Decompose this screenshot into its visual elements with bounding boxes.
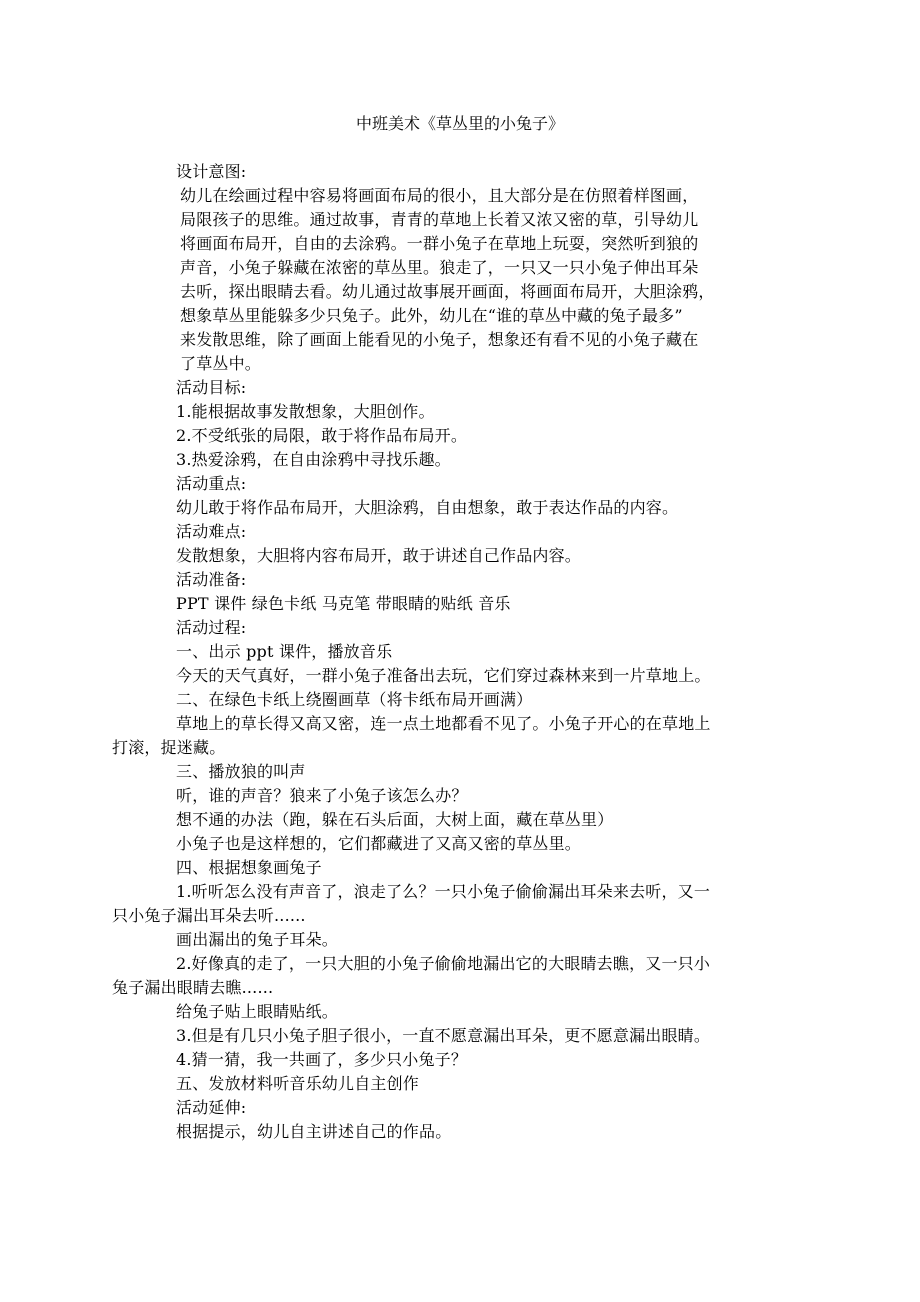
process-line: 听，谁的声音？狼来了小兔子该怎么办？ [176,786,468,805]
focus-text: 幼儿敢于将作品布局开，大胆涂鸦，自由想象，敢于表达作品的内容。 [176,498,679,517]
process-line: 4.猜一猜，我一共画了，多少只小兔子？ [176,1050,468,1069]
process-line: 兔子漏出眼睛去瞧...... [112,978,274,997]
design-intent-line: 想象草丛里能躲多少只兔子。此外，幼儿在“谁的草丛中藏的兔子最多” [180,306,683,325]
process-line: 一、出示 ppt 课件，播放音乐 [176,642,393,661]
section-heading-process: 活动过程: [176,618,247,637]
section-heading-design: 设计意图: [176,162,247,181]
process-line: 三、播放狼的叫声 [176,762,306,781]
process-line: 小兔子也是这样想的，它们都藏进了又高又密的草丛里。 [176,834,582,853]
section-heading-goals: 活动目标: [176,378,247,397]
process-line: 草地上的草长得又高又密，连一点土地都看不见了。小兔子开心的在草地上 [176,714,711,733]
goal-item: 3.热爱涂鸦，在自由涂鸦中寻找乐趣。 [176,450,451,469]
extension-text: 根据提示，幼儿自主讲述自己的作品。 [176,1122,452,1141]
process-line: 画出漏出的兔子耳朵。 [176,930,339,949]
process-line: 给兔子贴上眼睛贴纸。 [176,1002,339,1021]
design-intent-line: 来发散思维，除了画面上能看见的小兔子，想象还有看不见的小兔子藏在 [180,330,699,349]
design-intent-line: 了草丛中。 [180,354,262,373]
process-line: 打滚，捉迷藏。 [112,738,226,757]
prep-text: PPT 课件 绿色卡纸 马克笔 带眼睛的贴纸 音乐 [176,594,511,613]
section-heading-prep: 活动准备: [176,570,247,589]
process-line: 想不通的办法（跑，躲在石头后面，大树上面，藏在草丛里） [176,810,614,829]
process-line: 2.好像真的走了，一只大胆的小兔子偷偷地漏出它的大眼睛去瞧，又一只小 [176,954,711,973]
design-intent-line: 声音，小兔子躲藏在浓密的草丛里。狼走了，一只又一只小兔子伸出耳朵 [180,258,699,277]
process-line: 只小兔子漏出耳朵去听...... [112,906,306,925]
design-intent-line: 将画面布局开，自由的去涂鸦。一群小兔子在草地上玩耍，突然听到狼的 [180,234,699,253]
section-heading-focus: 活动重点: [176,474,247,493]
process-line: 四、根据想象画兔子 [176,858,322,877]
design-intent-line: 局限孩子的思维。通过故事，青青的草地上长着又浓又密的草，引导幼儿 [180,210,699,229]
design-intent-line: 幼儿在绘画过程中容易将画面布局的很小，且大部分是在仿照着样图画， [180,186,699,205]
process-line: 1.听听怎么没有声音了，浪走了么？一只小兔子偷偷漏出耳朵来去听，又一 [176,882,711,901]
section-heading-difficulty: 活动难点: [176,522,247,541]
goal-item: 2.不受纸张的局限，敢于将作品布局开。 [176,426,468,445]
design-intent-line: 去听，探出眼睛去看。幼儿通过故事展开画面，将画面布局开，大胆涂鸦， [180,282,715,301]
section-heading-extension: 活动延伸: [176,1098,247,1117]
difficulty-text: 发散想象，大胆将内容布局开，敢于讲述自己作品内容。 [176,546,582,565]
document-title: 中班美术《草丛里的小兔子》 [355,114,564,133]
goal-item: 1.能根据故事发散想象，大胆创作。 [176,402,435,421]
process-line: 五、发放材料听音乐幼儿自主创作 [176,1074,420,1093]
process-line: 二、在绿色卡纸上绕圈画草（将卡纸布局开画满） [176,690,533,709]
process-line: 今天的天气真好，一群小兔子准备出去玩，它们穿过森林来到一片草地上。 [176,666,711,685]
process-line: 3.但是有几只小兔子胆子很小，一直不愿意漏出耳朵，更不愿意漏出眼睛。 [176,1026,711,1045]
